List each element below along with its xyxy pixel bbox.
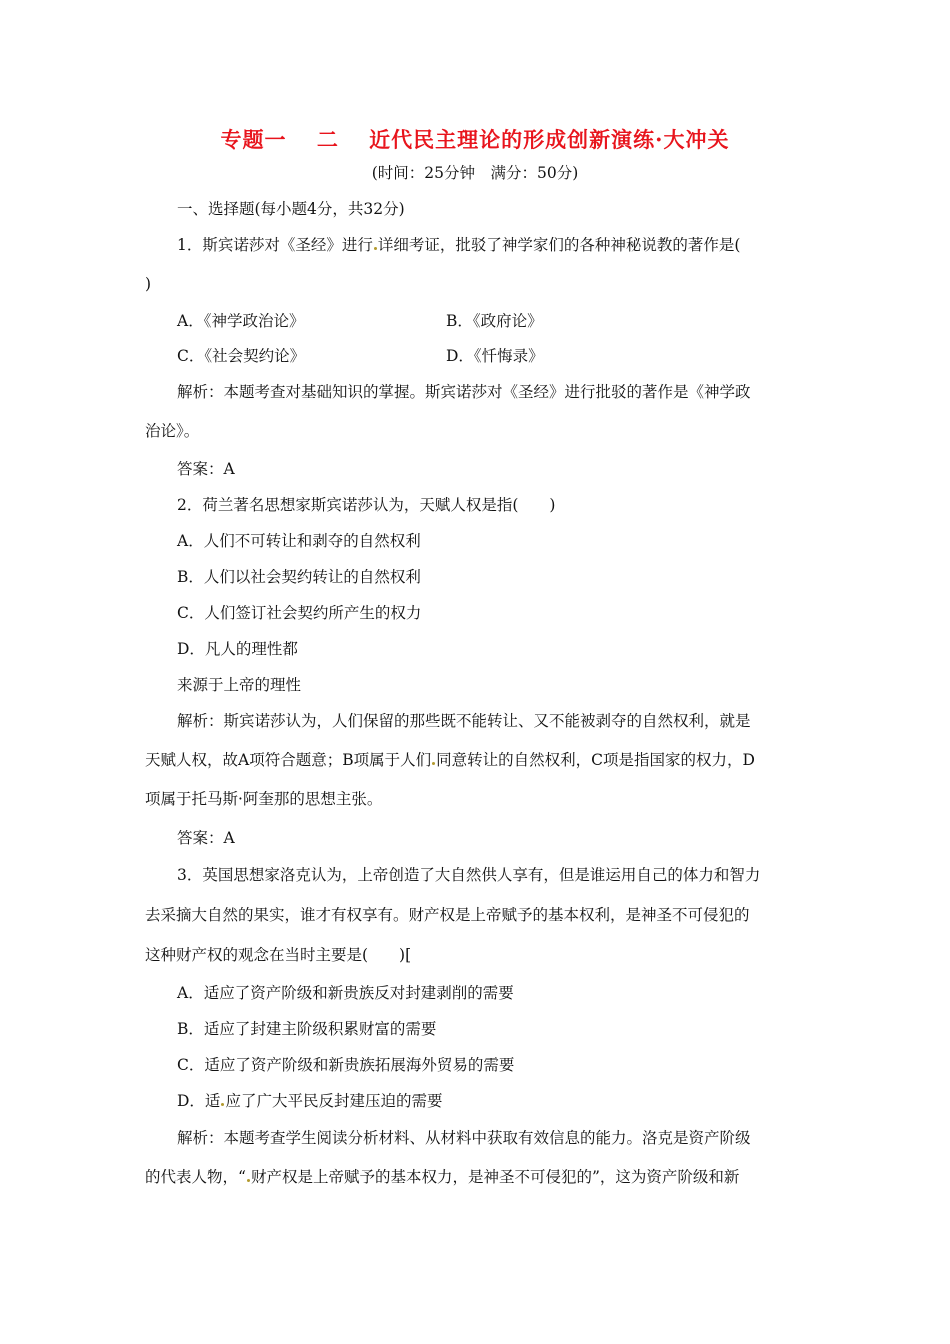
q2-option-c: C．人们签订社会契约所产生的权力	[177, 604, 422, 622]
q2-option-d-cont: 来源于上帝的理性	[177, 676, 302, 694]
q3-analysis: 解析：本题考查学生阅读分析材料、从材料中获取有效信息的能力。洛克是资产阶级	[177, 1129, 751, 1147]
q3-stem: 3．英国思想家洛克认为，上帝创造了大自然供人享有，但是谁运用自己的体力和智力	[177, 866, 761, 884]
q2-option-d: D．凡人的理性都	[177, 640, 298, 658]
q3-option-b: B．适应了封建主阶级积累财富的需要	[177, 1020, 437, 1038]
q1-option-c: C．《社会契约论》	[177, 347, 306, 365]
q3-analysis-cont: 的代表人物，“ 财产权是上帝赋予的基本权力，是神圣不可侵犯的”，这为资产阶级和新	[145, 1168, 740, 1186]
q2-analysis-cont: 天赋人权，故A项符合题意；B项属于人们 同意转让的自然权利，C项是指国家的权力，D	[145, 751, 755, 769]
q3-option-c: C．适应了资产阶级和新贵族拓展海外贸易的需要	[177, 1056, 515, 1074]
q1-analysis: 解析：本题考查对基础知识的掌握。斯宾诺莎对《圣经》进行批驳的著作是《神学政	[177, 383, 751, 401]
page-title: 专题一 二 近代民主理论的形成创新演练·大冲关	[220, 127, 730, 152]
q2-option-a: A．人们不可转让和剥夺的自然权利	[177, 532, 421, 550]
mark-dot-icon	[432, 762, 435, 765]
exam-meta: (时间：25分钟 满分：50分)	[371, 164, 579, 182]
q2-analysis-end: 项属于托马斯·阿奎那的思想主张。	[145, 790, 383, 808]
q2-analysis: 解析：斯宾诺莎认为，人们保留的那些既不能转让、又不能被剥夺的自然权利，就是	[177, 712, 751, 730]
q3-option-a: A．适应了资产阶级和新贵族反对封建剥削的需要	[177, 984, 514, 1002]
q1-stem-end: )	[145, 275, 152, 293]
q2-option-b: B．人们以社会契约转让的自然权利	[177, 568, 421, 586]
q1-stem: 1．斯宾诺莎对《圣经》进行 详细考证，批驳了神学家们的各种神秘说教的著作是(	[177, 236, 741, 254]
mark-dot-icon	[247, 1179, 250, 1182]
q1-answer: 答案：A	[177, 460, 235, 478]
mark-dot-icon	[374, 247, 377, 250]
q1-analysis-cont: 治论》。	[145, 422, 200, 440]
q2-stem: 2．荷兰著名思想家斯宾诺莎认为，天赋人权是指( )	[177, 496, 556, 514]
mark-dot-icon	[221, 1103, 224, 1106]
q3-stem-end: 这种财产权的观念在当时主要是( )[	[145, 946, 412, 964]
q3-option-d: D．适 应了广大平民反封建压迫的需要	[177, 1092, 443, 1110]
q3-stem-cont: 去采摘大自然的果实，谁才有权享有。财产权是上帝赋予的基本权利，是神圣不可侵犯的	[145, 906, 750, 924]
section-heading: 一、选择题(每小题4分，共32分)	[177, 200, 405, 218]
q1-option-a: A．《神学政治论》	[177, 312, 305, 330]
q2-answer: 答案：A	[177, 829, 235, 847]
q1-option-b: B．《政府论》	[446, 312, 543, 330]
q1-option-d: D．《忏悔录》	[446, 347, 544, 365]
